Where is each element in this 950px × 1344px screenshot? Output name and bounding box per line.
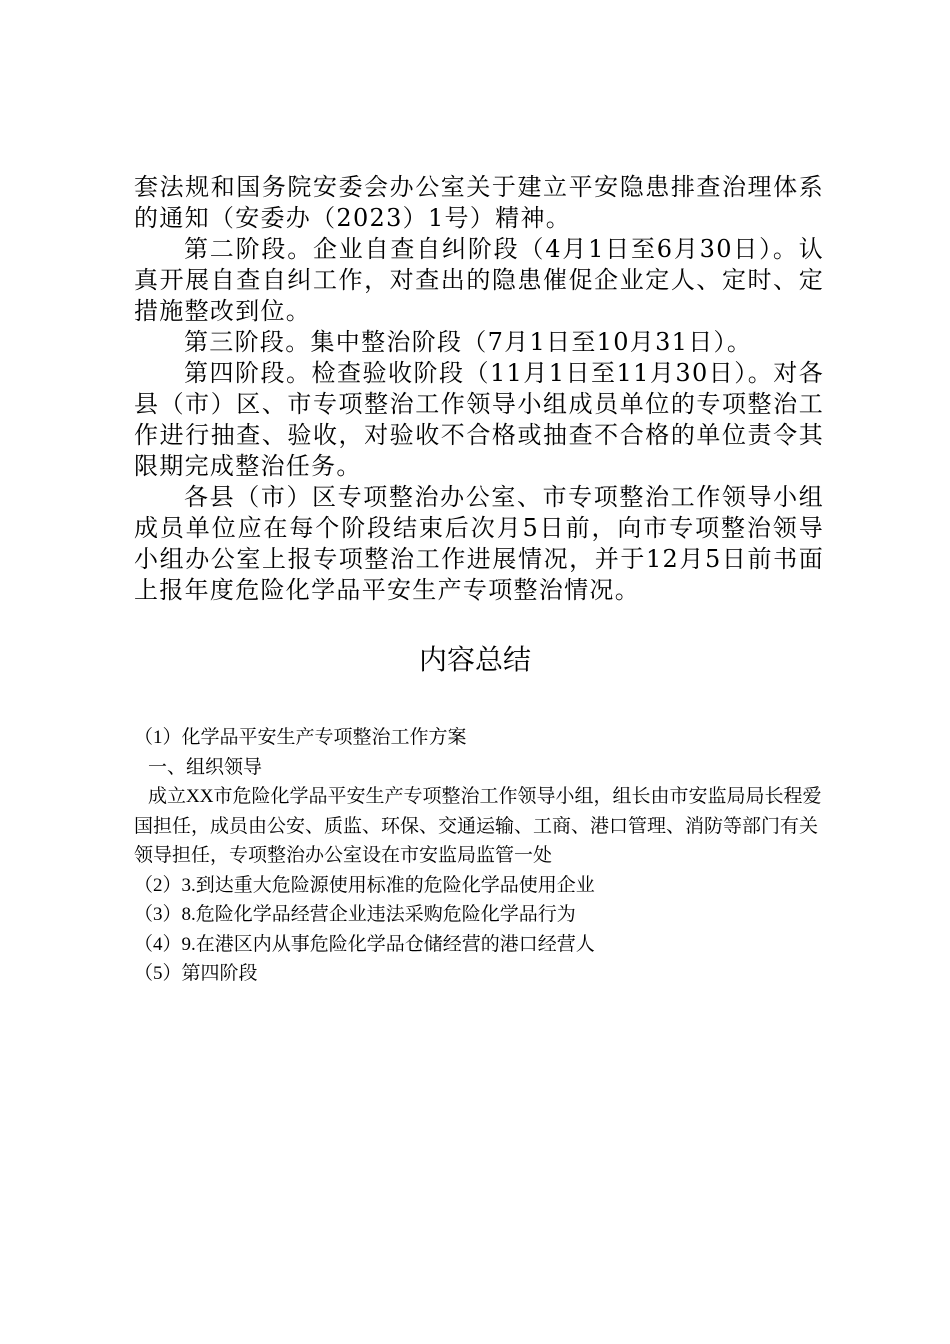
document-body [134,172,824,606]
paragraph-continuation: 套法规和国务院安委会办公室关于建立平安隐患排查治理体系的通知（安委办（2023）1号）精神。 [134,173,824,232]
summary-item: （3）8.危险化学品经营企业违法采购危险化学品行为 [134,904,576,925]
summary-item: （1）化学品平安生产专项整治工作方案 [134,727,467,748]
paragraph-reporting: 各县（市）区专项整治办公室、市专项整治工作领导小组成员单位应在每个阶段结束后次月5日前，向市专项整治领导小组办公室上报专项整治工作进展情况，并于12月5日前书面上报年度危险化学品平安生产专项整治情况。 [134,483,824,604]
summary-item: （5）第四阶段 [134,963,258,984]
paragraph-stage-two: 第二阶段。企业自查自纠阶段（4月1日至6月30日）。认真开展自查自纠工作，对查出的隐患催促企业定人、定时、定措施整改到位。 [134,235,824,325]
summary-list [134,723,824,989]
summary-item: 成立XX市危险化学品平安生产专项整治工作领导小组，组长由市安监局局长程爱国担任，成员由公安、质监、环保、交通运输、工商、港口管理、消防等部门有关领导担任，专项整治办公室设在市安监局监管一处 [134,786,822,866]
summary-item: （4）9.在港区内从事危险化学品仓储经营的港口经营人 [134,933,595,955]
summary-title: 内容总结 [418,643,531,676]
paragraph-stage-four: 第四阶段。检查验收阶段（11月1日至11月30日）。对各县（市）区、市专项整治工作领导小组成员单位的专项整治工作进行抽查、验收，对验收不合格或抽查不合格的单位责令其限期完成整治任务。 [134,359,824,480]
paragraph-stage-three: 第三阶段。集中整治阶段（7月1日至10月31日）。 [184,328,753,356]
summary-item: （2）3.到达重大危险源使用标准的危险化学品使用企业 [134,874,595,896]
summary-item: 一、组织领导 [148,756,263,778]
